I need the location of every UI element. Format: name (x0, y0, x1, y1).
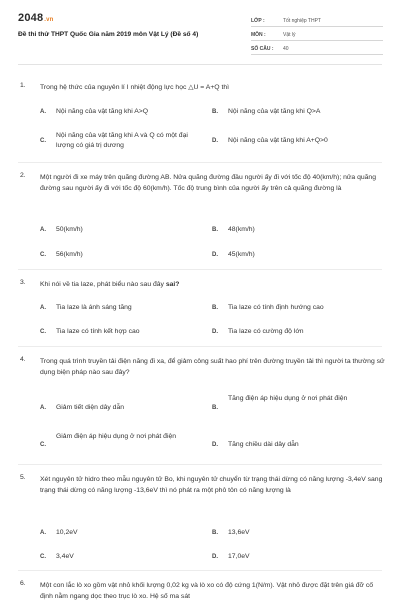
info-label: LỚP : (251, 18, 265, 24)
option-text: 13,6eV (228, 529, 250, 536)
question-number: 6. (20, 580, 26, 587)
question-divider (18, 162, 382, 163)
option-letter: B. (212, 530, 218, 536)
option-letter: A. (40, 305, 46, 311)
question-text-main: Khi nói về tia laze, phát biểu nào sau đây (40, 281, 166, 288)
header (0, 0, 400, 65)
option-letter: B. (212, 305, 218, 311)
option-letter: B. (212, 227, 218, 233)
option-letter: D. (212, 252, 218, 258)
option-text: 56(km/h) (56, 251, 83, 258)
option-text: Giảm điện áp hiệu dụng ở nơi phát điện (56, 433, 177, 440)
option-letter: A. (40, 109, 46, 115)
question-text: Xét nguyên tử hidro theo mẫu nguyên tử Bo, khi nguyên tử chuyển từ trạng thái dừng có năng lượng -3,4eV sang trạng thái dừng có năng lượng -13,6eV thì nó phát ra một phô tôn có năng lượng là (40, 476, 383, 494)
info-row-question-count (251, 44, 383, 55)
question-text-emphasis: sai? (165, 281, 180, 288)
option-letter: C. (40, 442, 46, 448)
option-letter: D. (212, 442, 218, 448)
question-text: Một con lắc lò xo gồm vật nhỏ khối lượng 0,02 kg và lò xo có độ cứng 1(N/m). Vật nhỏ được đặt trên giá đỡ cố định nằm ngang dọc theo trục lò xo. Hệ số ma sát (40, 582, 374, 600)
question-divider (18, 269, 382, 270)
info-value: Vật lý (283, 32, 296, 38)
option-text: Tia laze là ánh sáng tăng (56, 304, 132, 311)
option-text: 3,4eV (56, 553, 74, 560)
option-letter: C. (40, 554, 46, 560)
site-logo[interactable] (18, 12, 54, 24)
question-number: 5. (20, 474, 26, 481)
option-text: Nội năng của vật tăng khi A và Q có một đại lượng có giá trị dương (56, 132, 188, 149)
question-text: Trong quá trình truyền tải điện năng đi xa, để giảm công suất hao phí trên đường truyền tải thì người ta thường sử dụng biện pháp nào sau đây? (40, 358, 385, 376)
option-text: Nội năng của vật tăng khi Q>A (228, 108, 321, 115)
info-value: 40 (283, 46, 289, 52)
question-divider (18, 570, 382, 571)
question-number: 3. (20, 279, 26, 286)
info-label: SỐ CÂU : (251, 46, 274, 52)
option-letter: D. (212, 329, 218, 335)
question-number: 1. (20, 82, 26, 89)
question-divider (18, 464, 382, 465)
option-text: Tăng điện áp hiệu dụng ở nơi phát điện (228, 395, 348, 402)
info-label: MÔN : (251, 32, 266, 38)
exam-title: Đề thi thử THPT Quốc Gia năm 2019 môn Vật Lý (Đề số 4) (18, 31, 199, 38)
option-text: Tăng chiều dài dây dẫn (228, 441, 299, 448)
logo-suffix: .vn (44, 17, 54, 23)
option-letter: C. (40, 252, 46, 258)
option-text: Nội năng của vật tăng khi A+Q>0 (228, 137, 328, 144)
option-letter: A. (40, 227, 46, 233)
option-letter: D. (212, 554, 218, 560)
option-letter: C. (40, 329, 46, 335)
logo-main: 2048 (18, 12, 44, 24)
option-text: Giảm tiết diện dây dẫn (56, 404, 125, 411)
option-letter: A. (40, 405, 46, 411)
option-text: Tia laze có tính định hướng cao (228, 304, 324, 311)
question-number: 2. (20, 172, 26, 179)
option-text: Nội năng của vật tăng khi A>Q (56, 108, 149, 115)
option-text: 17,0eV (228, 553, 250, 560)
option-text: 48(km/h) (228, 226, 255, 233)
option-letter: C. (40, 138, 46, 144)
question-divider (18, 346, 382, 347)
info-row-class (251, 16, 383, 27)
header-divider (18, 64, 382, 65)
question-text (40, 279, 385, 290)
option-text: Tia laze có cường độ lớn (228, 328, 304, 335)
option-text: 10,2eV (56, 529, 78, 536)
info-value: Tốt nghiệp THPT (283, 18, 321, 24)
option-letter: B. (212, 109, 218, 115)
option-text: 45(km/h) (228, 251, 255, 258)
option-letter: A. (40, 530, 46, 536)
option-text: Tia laze có tính kết hợp cao (56, 328, 140, 335)
option-text: 50(km/h) (56, 226, 83, 233)
question-text: Một người đi xe máy trên quãng đường AB. Nửa quãng đường đầu người ấy đi với tốc độ 40(km/h); nửa quãng đường sau người ấy đi với tốc độ 60(km/h). Tốc độ trung bình của người ấy trên cả quãng đường là (40, 174, 376, 192)
option-letter: B. (212, 405, 218, 411)
question-number: 4. (20, 356, 26, 363)
option-letter: D. (212, 138, 218, 144)
info-row-subject (251, 30, 383, 41)
question-text: Trong hệ thức của nguyên lí I nhiệt động lực học △U = A+Q thì (40, 84, 230, 91)
